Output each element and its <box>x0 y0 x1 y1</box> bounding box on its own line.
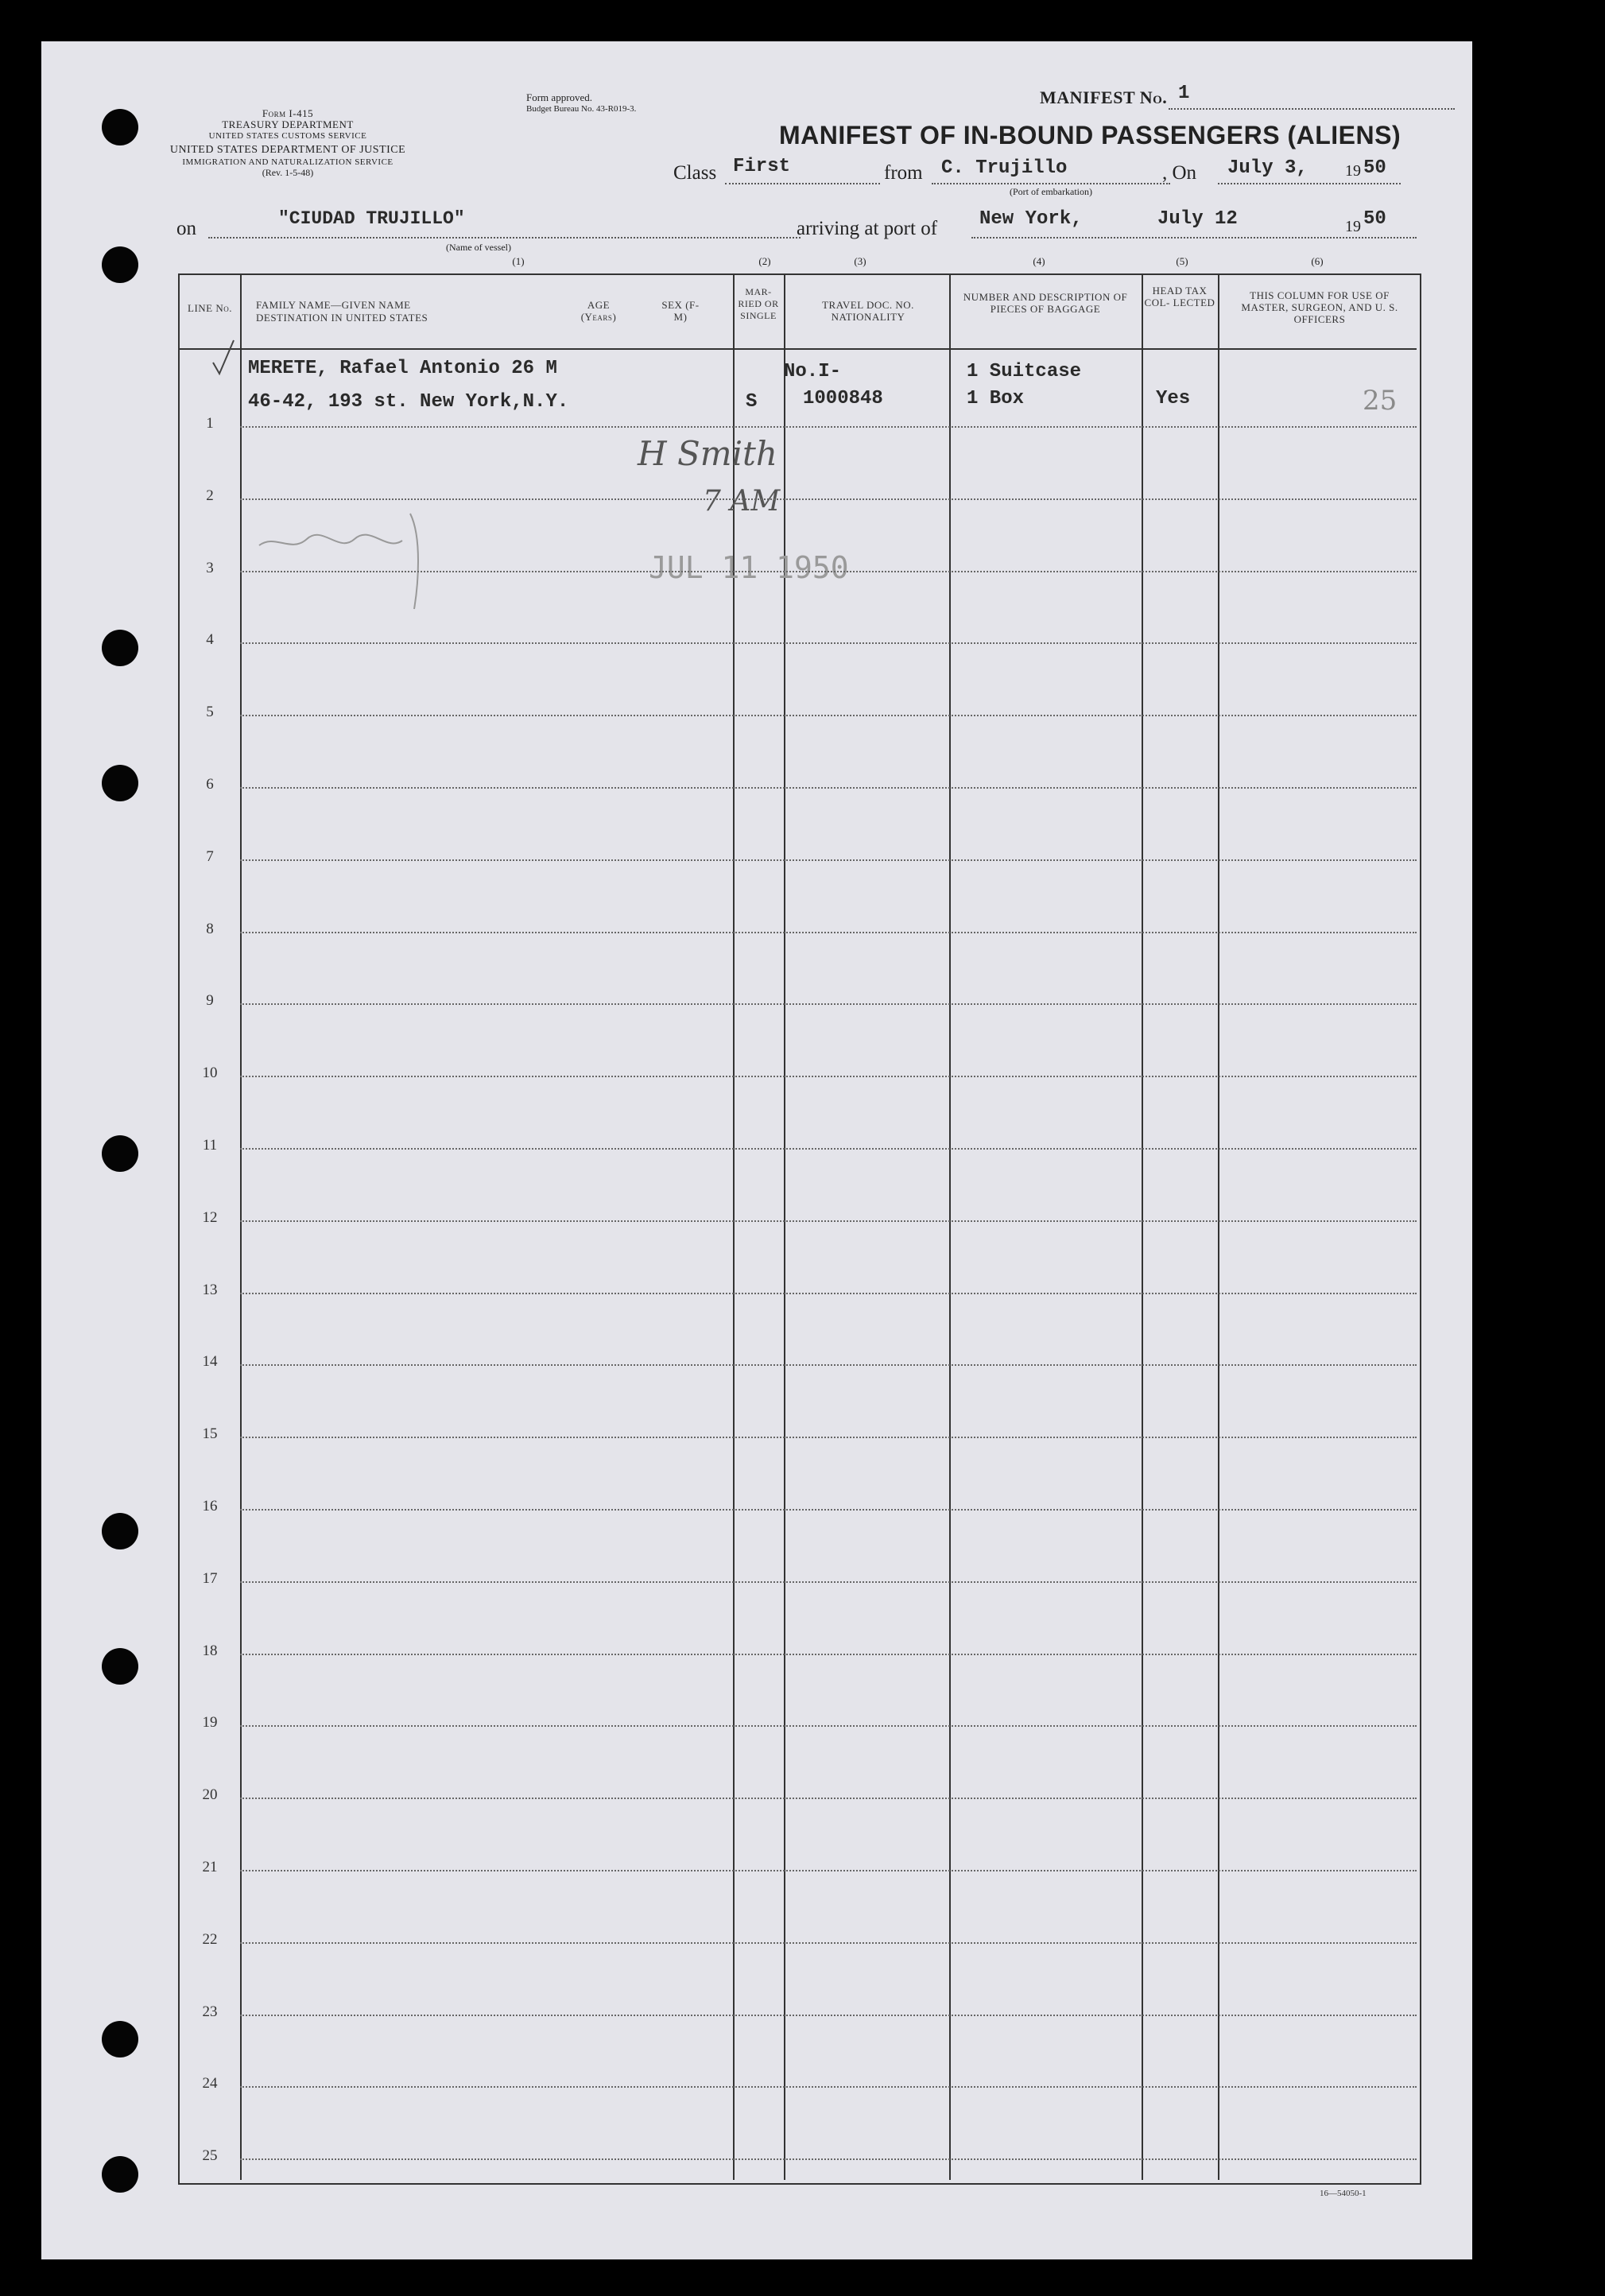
line-number: 18 <box>202 1642 218 1659</box>
table-row-line <box>240 426 1417 428</box>
arrival-date: July 12 <box>1157 208 1238 230</box>
col-number-6: (6) <box>1311 255 1324 267</box>
manifest-number: 1 <box>1178 83 1190 104</box>
table-row-line <box>240 1220 1417 1222</box>
from-label: from <box>884 162 923 184</box>
table-row-line <box>240 1870 1417 1871</box>
from-port: C. Trujillo <box>941 157 1068 179</box>
table-row-line <box>240 2015 1417 2016</box>
class-label: Class <box>673 162 717 184</box>
on-label: , On <box>1162 162 1197 184</box>
header-baggage: NUMBER AND DESCRIPTION OF PIECES OF BAGGAGE <box>963 291 1128 315</box>
line-number: 25 <box>202 2147 218 2165</box>
manifest-number-line <box>1169 108 1455 110</box>
table-row-line <box>240 498 1417 500</box>
table-row-line <box>240 1293 1417 1294</box>
passenger-marital: S <box>746 391 758 413</box>
line-number: 3 <box>206 559 214 576</box>
punch-hole <box>102 630 138 666</box>
table-row-line <box>240 787 1417 789</box>
line-number: 6 <box>206 776 214 793</box>
col-number-2: (2) <box>758 255 771 267</box>
header-married: MAR- RIED OR SINGLE <box>738 286 779 321</box>
table-row-line <box>240 2086 1417 2088</box>
approval-note: Form approved. <box>526 91 593 103</box>
line-number: 16 <box>202 1498 218 1515</box>
header-sex: SEX (F-M) <box>661 299 700 323</box>
col-number-5: (5) <box>1176 255 1188 267</box>
budget-bureau-no: Budget Bureau No. 43-R019-3. <box>526 104 637 114</box>
footer-form-code: 16—54050-1 <box>1320 2189 1367 2198</box>
line-number: 13 <box>202 1281 218 1298</box>
table-row-line <box>240 1437 1417 1438</box>
passenger-table <box>178 273 1421 2185</box>
department-name: TREASURY DEPARTMENT <box>222 118 354 130</box>
line-number: 23 <box>202 2003 218 2020</box>
header-line-no: LINE No. <box>188 302 232 314</box>
passenger-baggage-1: 1 Suitcase <box>967 361 1082 382</box>
table-row-line <box>240 1798 1417 1799</box>
inspector-signature: H Smith <box>638 434 777 473</box>
table-row-line <box>240 859 1417 861</box>
table-row-line <box>240 1076 1417 1077</box>
manifest-label: MANIFEST No. <box>1040 87 1168 107</box>
revision-note: (Rev. 1-5-48) <box>262 167 314 178</box>
table-row-line <box>240 1581 1417 1583</box>
punch-hole <box>102 765 138 801</box>
passenger-doc-number: 1000848 <box>803 388 883 409</box>
line-number: 5 <box>206 704 214 721</box>
table-row-line <box>240 1942 1417 1944</box>
passenger-doc-prefix: No.I- <box>784 361 842 382</box>
passenger-address: 46-42, 193 st. New York,N.Y. <box>248 391 569 413</box>
line-number: 9 <box>206 992 214 1010</box>
table-row-line <box>240 1364 1417 1366</box>
ins-name: IMMIGRATION AND NATURALIZATION SERVICE <box>182 157 393 167</box>
time-annotation: 7 AM <box>703 485 781 518</box>
line-number: 24 <box>202 2075 218 2092</box>
line-number: 11 <box>202 1137 218 1154</box>
table-row-line <box>240 932 1417 933</box>
line-number: 14 <box>202 1353 218 1371</box>
departure-date: July 3, <box>1227 157 1308 179</box>
departure-year: 50 <box>1363 157 1386 179</box>
faded-signature <box>251 490 458 617</box>
form-number: Form I-415 <box>262 107 314 119</box>
class-value: First <box>733 156 791 177</box>
header-destination: DESTINATION IN UNITED STATES <box>256 312 428 324</box>
table-row-line <box>240 1148 1417 1150</box>
passenger-name: MERETE, Rafael Antonio 26 M <box>248 358 557 379</box>
year-prefix: 19 <box>1345 162 1361 180</box>
service-name: UNITED STATES CUSTOMS SERVICE <box>208 131 367 141</box>
passenger-head-tax: Yes <box>1156 388 1191 409</box>
table-row-line <box>240 571 1417 572</box>
vessel-name: "CIUDAD TRUJILLO" <box>278 208 465 229</box>
line-number: 10 <box>202 1065 218 1082</box>
passenger-baggage-2: 1 Box <box>967 388 1025 409</box>
punch-hole <box>102 246 138 283</box>
header-travel-doc: TRAVEL DOC. NO. NATIONALITY <box>822 299 914 323</box>
check-mark <box>211 339 235 378</box>
line-number: 20 <box>202 1786 218 1804</box>
table-row-line <box>240 715 1417 716</box>
line-number: 1 <box>206 415 214 432</box>
header-head-tax: HEAD TAX COL- LECTED <box>1144 285 1215 308</box>
line-number: 19 <box>202 1714 218 1732</box>
punch-hole <box>102 2156 138 2193</box>
punch-hole <box>102 1135 138 1172</box>
line-number: 4 <box>206 631 214 649</box>
col-number-1: (1) <box>512 255 525 267</box>
arriving-label: arriving at port of <box>797 218 938 239</box>
col-number-4: (4) <box>1033 255 1045 267</box>
line-number: 8 <box>206 920 214 937</box>
officer-note: 25 <box>1363 385 1398 417</box>
header-age: AGE (Years) <box>580 299 617 323</box>
punch-hole <box>102 2021 138 2057</box>
punch-hole <box>102 109 138 145</box>
line-number: 17 <box>202 1569 218 1587</box>
table-row-line <box>240 2158 1417 2160</box>
line-number: 21 <box>202 1859 218 1875</box>
header-name: FAMILY NAME—GIVEN NAME <box>256 299 411 311</box>
table-row-line <box>240 1725 1417 1727</box>
justice-name: UNITED STATES DEPARTMENT OF JUSTICE <box>169 144 406 156</box>
table-row-line <box>240 1003 1417 1005</box>
punch-hole <box>102 1513 138 1549</box>
manifest-title: MANIFEST OF IN-BOUND PASSENGERS (ALIENS) <box>779 121 1401 149</box>
on-vessel-label: on <box>176 218 196 239</box>
arrival-year: 50 <box>1363 208 1386 230</box>
table-row-line <box>240 1654 1417 1655</box>
line-number: 7 <box>206 847 214 865</box>
line-number: 12 <box>202 1208 218 1226</box>
line-number: 2 <box>206 487 214 504</box>
line-number: 22 <box>202 1930 218 1948</box>
punch-hole <box>102 1648 138 1685</box>
date-stamp: JUL 11 1950 <box>649 550 849 585</box>
table-row-line <box>240 1509 1417 1511</box>
arrival-port: New York, <box>979 208 1083 230</box>
col-number-3: (3) <box>854 255 866 267</box>
arrival-year-prefix: 19 <box>1345 218 1361 235</box>
table-row-line <box>240 642 1417 644</box>
port-embarkation-note: (Port of embarkation) <box>1010 186 1092 197</box>
vessel-note: (Name of vessel) <box>446 242 511 253</box>
line-number: 15 <box>202 1425 218 1443</box>
header-officers: THIS COLUMN FOR USE OF MASTER, SURGEON, AND U. S. OFFICERS <box>1241 289 1398 325</box>
